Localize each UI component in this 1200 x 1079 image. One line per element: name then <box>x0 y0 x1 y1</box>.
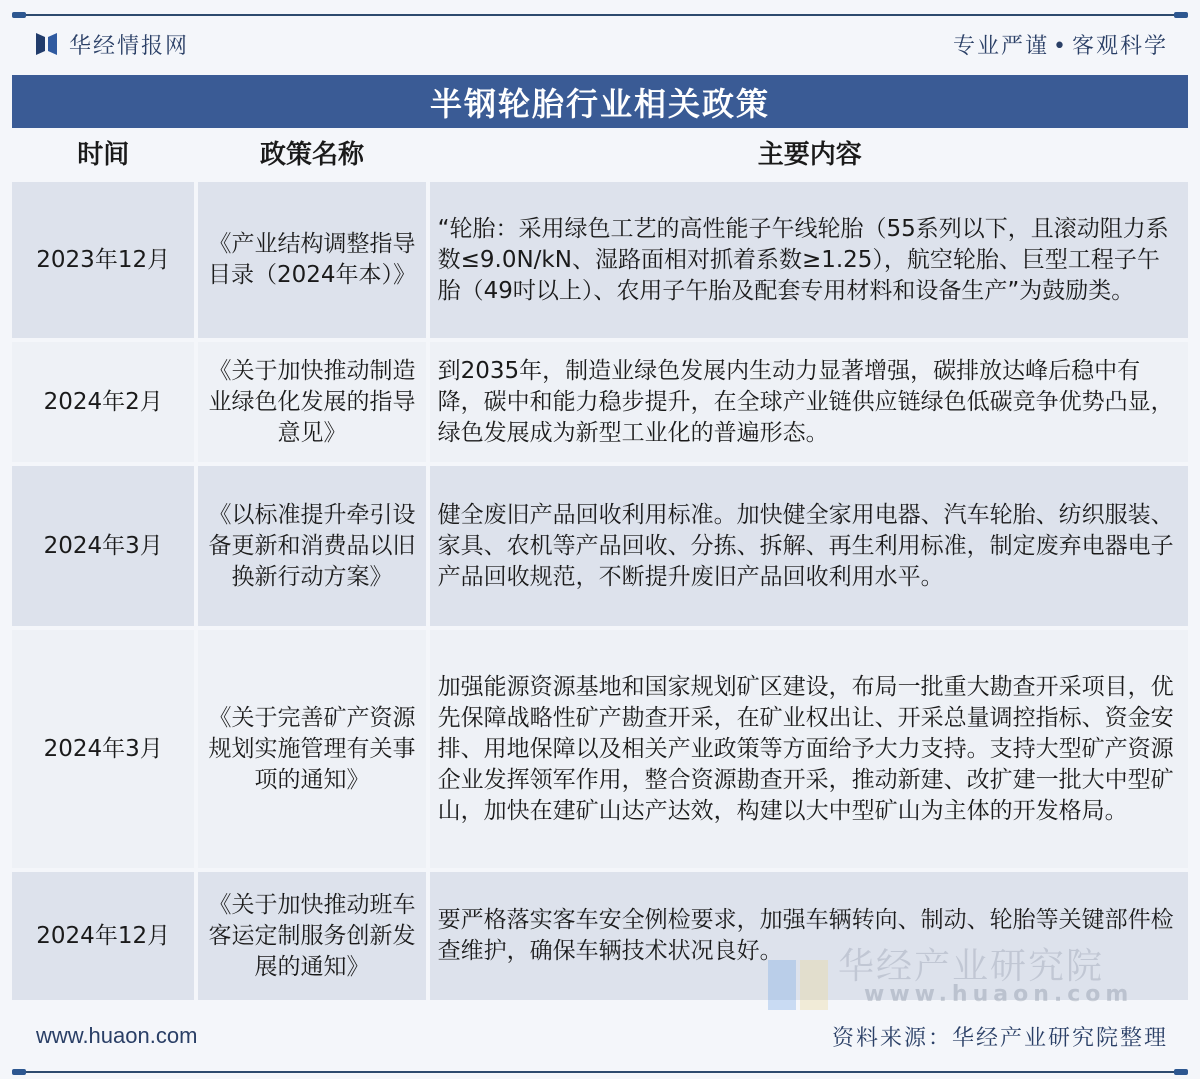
cell-content: 健全废旧产品回收利用标准。加快健全家用电器、汽车轮胎、纺织服装、家具、农机等产品回收、分拣、拆解、再生利用标准，制定废弃电器电子产品回收规范，不断提升废旧产品回收利用水平。 <box>430 466 1188 626</box>
column-header-content: 主要内容 <box>757 139 862 170</box>
column-header-time: 时间 <box>77 139 130 170</box>
cell-policy-name: 《以标准提升牵引设备更新和消费品以旧换新行动方案》 <box>198 466 425 626</box>
page-title: 半钢轮胎行业相关政策 <box>429 84 770 123</box>
table-row <box>12 342 1188 462</box>
cell-policy-name: 《关于加快推动班车客运定制服务创新发展的通知》 <box>198 872 425 1000</box>
huajing-logo-icon <box>36 33 57 55</box>
cell-time: 2023年12月 <box>12 182 194 338</box>
page-header <box>36 22 1168 66</box>
table-row <box>12 182 1188 338</box>
cell-time: 2024年3月 <box>12 466 194 626</box>
brand-name: 华经情报网 <box>69 33 190 59</box>
cell-time: 2024年3月 <box>12 630 194 868</box>
table-header-row <box>12 128 1188 182</box>
slogan <box>953 29 1168 60</box>
brand <box>36 29 189 60</box>
footer-url-link[interactable]: www.huaon.com <box>36 1023 198 1048</box>
cell-policy-name: 《产业结构调整指导目录（2024年本）》 <box>198 182 425 338</box>
column-header-policy-name: 政策名称 <box>260 139 365 170</box>
cell-content: “轮胎：采用绿色工艺的高性能子午线轮胎（55系列以下，且滚动阻力系数≤9.0N/kN、湿路面相对抓着系数≥1.25），航空轮胎、巨型工程子午胎（49吋以上）、农用子午胎及配套专用材料和设备生产”为鼓励类。 <box>430 182 1188 338</box>
title-band <box>12 75 1188 128</box>
data-source: 资料来源：华经产业研究院整理 <box>831 1025 1168 1051</box>
bottom-divider <box>12 1071 1188 1073</box>
watermark-url: www.huaon.com <box>864 982 1134 1007</box>
cell-content: 要严格落实客车安全例检要求，加强车辆转向、制动、轮胎等关键部件检查维护，确保车辆技术状况良好。 <box>430 872 1188 1000</box>
page-footer <box>36 1012 1168 1060</box>
cell-time: 2024年2月 <box>12 342 194 462</box>
policy-table <box>12 128 1188 1004</box>
cell-policy-name: 《关于加快推动制造业绿色化发展的指导意见》 <box>198 342 425 462</box>
cell-policy-name: 《关于完善矿产资源规划实施管理有关事项的通知》 <box>198 630 425 868</box>
bullet-dot-icon: • <box>1053 33 1068 59</box>
cell-content: 到2035年，制造业绿色发展内生动力显著增强，碳排放达峰后稳中有降，碳中和能力稳步提升，在全球产业链供应链绿色低碳竞争优势凸显，绿色发展成为新型工业化的普遍形态。 <box>430 342 1188 462</box>
cell-content: 加强能源资源基地和国家规划矿区建设，布局一批重大勘查开采项目，优先保障战略性矿产勘查开采，在矿业权出让、开采总量调控指标、资金安排、用地保障以及相关产业政策等方面给予大力支持。支持大型矿产资源企业发挥领军作用，整合资源勘查开采，推动新建、改扩建一批大中型矿山，加快在建矿山达产达效，构建以大中型矿山为主体的开发格局。 <box>430 630 1188 868</box>
table-row <box>12 872 1188 1000</box>
table-row <box>12 630 1188 868</box>
watermark-text: 华经产业研究院 <box>838 946 1105 987</box>
top-divider <box>12 14 1188 16</box>
cell-time: 2024年12月 <box>12 872 194 1000</box>
table-row <box>12 466 1188 626</box>
slogan-left: 专业严谨 <box>952 33 1049 59</box>
slogan-right: 客观科学 <box>1071 33 1168 59</box>
